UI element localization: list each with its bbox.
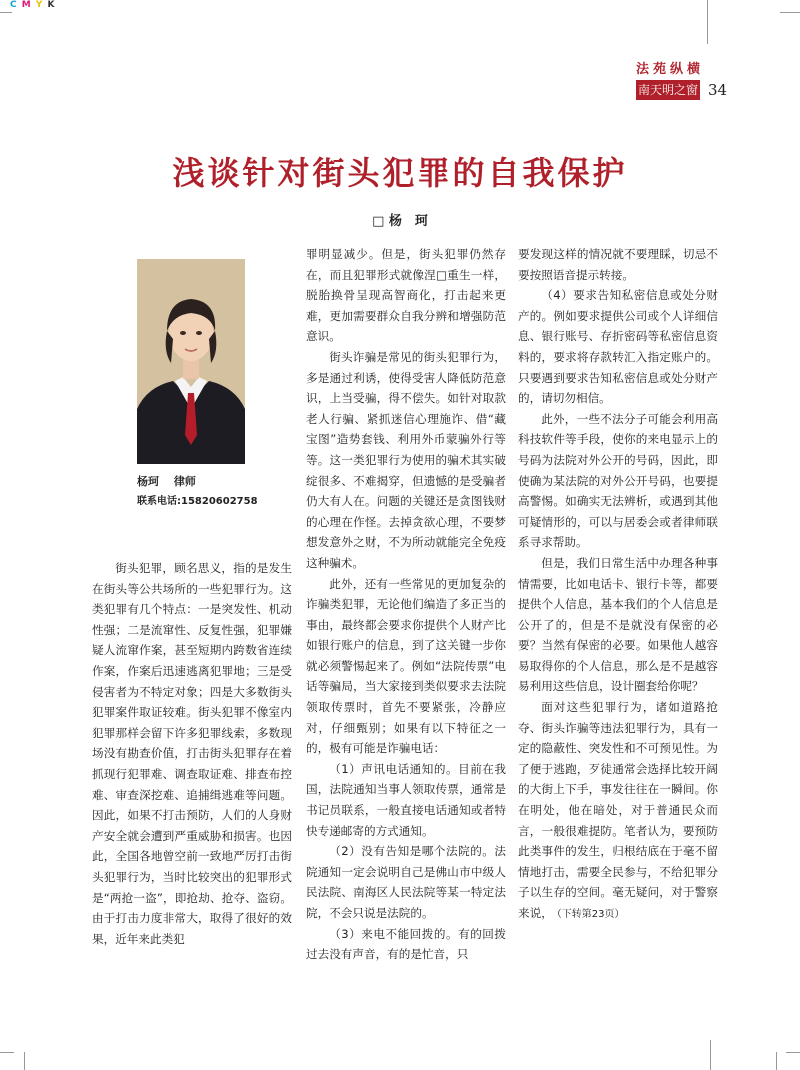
continued-reference: （下转第23页） xyxy=(556,909,625,920)
column-badge: 南天明之窗 xyxy=(636,80,700,100)
paragraph: （2）没有告知是哪个法院的。法院通知一定会说明自己是佛山市中级人民法院、南海区人民法院等某一特定法院，不会只说是法院的。 xyxy=(306,844,506,920)
page-number: 34 xyxy=(708,81,728,99)
cmyk-registration xyxy=(10,0,56,10)
paragraph: 要发现这样的情况就不要理睬，切忌不要按照语音提示转接。 xyxy=(518,247,718,282)
crop-mark-tr-h xyxy=(780,12,800,13)
article-column-3 xyxy=(518,244,718,926)
cmyk-m: M xyxy=(21,0,32,10)
article-column-2 xyxy=(306,244,506,965)
crop-mark-br-v xyxy=(776,1052,777,1070)
crop-mark-bl-v xyxy=(24,1052,25,1070)
paragraph: 但是，我们日常生活中办理各种事情需要，比如电话卡、银行卡等，都要提供个人信息，基本我们的个人信息是公开了的，但是不是就没有保密的必要？当然有保密的必要。如果他人越容易取得你的个人信息，那么是不是越容易利用这些信息，设计圈套给你呢？ xyxy=(518,555,718,694)
portrait-illustration xyxy=(137,259,245,464)
crop-mark-bc-v xyxy=(710,1040,711,1070)
paragraph: 此外，还有一些常见的更加复杂的诈骗类犯罪，无论他们编造了多正当的事由，最终都会要求你提供个人财产比如银行账户的信息，到了这关键一步你就必须警惕起来了。例如“法院传票”电话等骗局，当大家接到类似要求去法院领取传票时，首先不要紧张，冷静应对，仔细甄别；如果有以下特征之一的，极有可能是诈骗电话： xyxy=(306,576,506,756)
byline: □ 杨 珂 xyxy=(372,214,428,229)
paragraph-text: 面对这些犯罪行为，诸如道路抢夺、街头诈骗等违法犯罪行为，具有一定的隐蔽性、突发性和不可预见性。为了便于逃跑，歹徒通常会选择比较开阔的大街上下手，事发往往在一瞬间。你在明处，他在暗处，对于普通民众而言，一般很难提防。笔者认为，要预防此类事件的发生，归根结底在于毫不留情地打击，需要全民参与，不给犯罪分子以生存的空间。毫无疑问，对于警察来说， xyxy=(518,700,718,920)
crop-mark-tr-v xyxy=(707,0,708,44)
section-title: 法苑纵横 xyxy=(635,62,704,77)
paragraph: 街头诈骗是常见的街头犯罪行为，多是通过利诱，使得受害人降低防范意识，上当受骗，得不偿失。如针对取款老人行骗、紧抓迷信心理施诈、借“藏宝图”造势套钱、利用外币蒙骗外行等等。这一类犯罪行为使用的骗术其实破绽很多、不难揭穿，但遗憾的是受骗者仍大有人在。问题的关键还是贪图钱财的心理在作怪。去掉贪欲心理，不要梦想发意外之财，不为所动就能完全免疫这种骗术。 xyxy=(306,349,506,570)
paragraph xyxy=(518,697,718,926)
crop-mark-tl-h xyxy=(0,12,12,13)
cmyk-y: Y xyxy=(35,0,44,10)
cmyk-k: K xyxy=(47,0,56,10)
paragraph: （3）来电不能回拨的。有的回拨过去没有声音，有的是忙音，只 xyxy=(306,926,506,962)
paragraph: （4）要求告知私密信息或处分财产的。例如要求提供公司或个人详细信息、银行账号、存折密码等私密信息资料的，要求将存款转汇入指定账户的。只要遇到要求告知私密信息或处分财产的，请切勿相信。 xyxy=(518,288,718,406)
author-photo xyxy=(137,259,245,464)
cmyk-c: C xyxy=(10,0,18,10)
author-phone: 联系电话:15820602758 xyxy=(137,496,258,507)
paragraph: 罪明显减少。但是，街头犯罪仍然存在，而且犯罪形式就像涅□重生一样，脱胎换骨呈现高智商化，打击起来更难，更加需要群众自我分辨和增强防范意识。 xyxy=(306,247,506,344)
paragraph: 街头犯罪，顾名思义，指的是发生在街头等公共场所的一些犯罪行为。这类犯罪有几个特点：一是突发性、机动性强；二是流窜性、反复性强，犯罪嫌疑人流窜作案，甚至短期内跨数省连续作案，作案后迅速逃离犯罪地；三是受侵害者为不特定对象；四是大多数街头犯罪案件取证较难。街头犯罪不像室内犯罪那样会留下许多犯罪线索，多数现场没有勘查价值，打击街头犯罪存在着抓现行犯罪难、调查取证难、排查布控难、审查深挖难、追捕缉逃难等问题。因此，如果不打击预防，人们的人身财产安全就会遭到严重威胁和损害。也因此，全国各地曾空前一致地严厉打击街头犯罪行为，当时比较突出的犯罪形式是“两抢一盗”，即抢劫、抢夺、盗窃。由于打击力度非常大，取得了很好的效果，近年来此类犯 xyxy=(92,561,292,946)
paragraph: 此外，一些不法分子可能会利用高科技软件等手段，使你的来电显示上的号码为法院对外公开的号码，因此，即使确为某法院的对外公开号码，也要提高警惕。如确实无法辨析，或遇到其他可疑情形的，可以与居委会或者律师联系寻求帮助。 xyxy=(518,411,718,550)
article-column-1 xyxy=(92,558,292,949)
article-title: 浅谈针对街头犯罪的自我保护 xyxy=(172,154,628,192)
crop-mark-br-h xyxy=(786,1052,800,1053)
crop-mark-bl-h xyxy=(0,1052,14,1053)
paragraph: （1）声讯电话通知的。目前在我国，法院通知当事人领取传票，通常是书记员联系，一般直接电话通知或者特快专递邮寄的方式通知。 xyxy=(306,761,506,838)
author-name: 杨珂 律师 xyxy=(137,475,196,488)
